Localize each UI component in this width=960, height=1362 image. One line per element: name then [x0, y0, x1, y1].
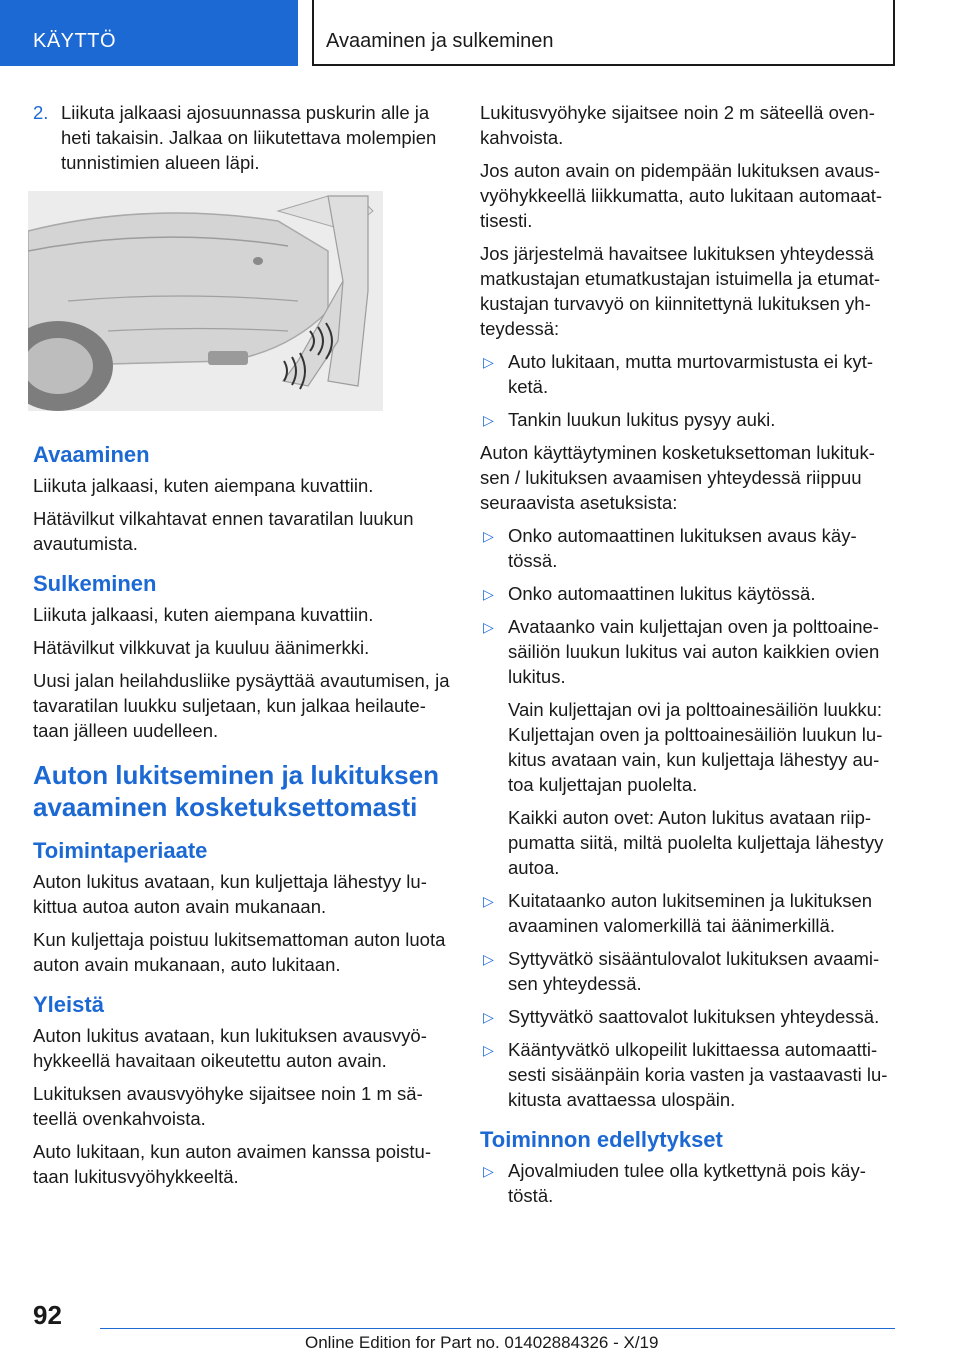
right-column	[480, 100, 900, 1216]
heading-sulkeminen: Sulkeminen	[33, 571, 157, 596]
list-item-text: Avataanko vain kuljettajan oven ja polttoaine-säiliön luukun lukitus vai auton kaikkien ovien lukitus.	[508, 616, 880, 687]
sub-paragraph: Kaikki auton ovet: Auton lukitus avataan riip-pumatta siitä, miltä puolelta kuljettaja lähestyy autoa.	[508, 807, 884, 878]
triangle-bullet-icon: ▷	[483, 1163, 494, 1179]
footer-divider	[100, 1328, 895, 1329]
triangle-bullet-icon: ▷	[483, 1042, 494, 1058]
list-item	[480, 946, 900, 996]
list-item	[480, 1037, 900, 1112]
section-label: KÄYTTÖ	[33, 30, 117, 52]
paragraph: Auton lukitus avataan, kun kuljettaja lähestyy lu-kittua autoa auton avain mukanaan.	[33, 871, 427, 917]
car-rear-drawing	[28, 191, 383, 411]
list-item-text: Ajovalmiuden tulee olla kytkettynä pois käy-töstä.	[508, 1160, 866, 1206]
list-item-text: Kuitataanko auton lukitseminen ja lukituksen avaaminen valomerkillä tai äänimerkillä.	[508, 890, 873, 936]
paragraph: Liikuta jalkaasi, kuten aiempana kuvattiin.	[33, 604, 374, 625]
paragraph: Lukitusvyöhyke sijaitsee noin 2 m säteellä oven-kahvoista.	[480, 102, 875, 148]
heading-edellytykset: Toiminnon edellytykset	[480, 1127, 723, 1152]
paragraph: Hätävilkut vilkahtavat ennen tavaratilan luukun avautumista.	[33, 508, 414, 554]
list-item-text: Auto lukitaan, mutta murtovarmistusta ei kyt-ketä.	[508, 351, 873, 397]
heading-toimintaperiaate: Toimintaperiaate	[33, 838, 208, 863]
list-item	[480, 888, 900, 938]
paragraph: Uusi jalan heilahdusliike pysäyttää avautumisen, ja tavaratilan luukku suljetaan, kun jalkaa heilaute-taan jälleen uudelleen.	[33, 670, 450, 741]
numbered-step	[33, 100, 453, 175]
kick-sensor-illustration	[28, 191, 383, 411]
list-item-text: Syttyvätkö sisääntulovalot lukituksen avaami-sen yhteydessä.	[508, 948, 880, 994]
step-text: Liikuta jalkaasi ajosuunnassa puskurin alle ja heti takaisin. Jalkaa on liikutettava molempien tunnistimien alueen läpi.	[61, 102, 437, 173]
left-column	[33, 100, 453, 1197]
paragraph: Liikuta jalkaasi, kuten aiempana kuvattiin.	[33, 475, 374, 496]
paragraph: Kun kuljettaja poistuu lukitsemattoman auton luota auton avain mukanaan, auto lukitaan.	[33, 929, 446, 975]
heading-avaaminen: Avaaminen	[33, 442, 150, 467]
list-item	[480, 523, 900, 573]
step-number: 2.	[33, 102, 49, 123]
paragraph: Lukituksen avausvyöhyke sijaitsee noin 1 m sä-teellä ovenkahvoista.	[33, 1083, 423, 1129]
sub-paragraph: Vain kuljettajan ovi ja polttoainesäiliön luukku: Kuljettajan oven ja polttoainesäiliön luukun lu-kitus avataan vain, kun kuljettaja lähestyy au-toa kuljettajan puolelta.	[508, 699, 883, 795]
triangle-bullet-icon: ▷	[483, 893, 494, 909]
paragraph: Auto lukitaan, kun auton avaimen kanssa poistu-taan lukitusvyöhykkeeltä.	[33, 1141, 431, 1187]
paragraph: Jos järjestelmä havaitsee lukituksen yhteydessä matkustajan etumatkustajan istuimella ja etumat-kustajan turvavyö on kiinnitettynä lukituksen yh-teydessä:	[480, 243, 880, 339]
main-heading: Auton lukitseminen ja lukituksen avaaminen kosketuksettomasti	[33, 760, 439, 822]
triangle-bullet-icon: ▷	[483, 951, 494, 967]
edition-footer: Online Edition for Part no. 01402884326 - X/19	[305, 1333, 659, 1352]
section-tab	[0, 0, 298, 66]
triangle-bullet-icon: ▷	[483, 528, 494, 544]
paragraph: Hätävilkut vilkkuvat ja kuuluu äänimerkki.	[33, 637, 370, 658]
list-item	[480, 1004, 900, 1029]
triangle-bullet-icon: ▷	[483, 586, 494, 602]
list-item-text: Onko automaattinen lukitus käytössä.	[508, 583, 816, 604]
list-item-text: Syttyvätkö saattovalot lukituksen yhteydessä.	[508, 1006, 880, 1027]
heading-yleista: Yleistä	[33, 992, 104, 1017]
list-item	[480, 407, 900, 432]
list-item-text: Kääntyvätkö ulkopeilit lukittaessa automaatti-sesti sisäänpäin koria vasten ja vastaavasti lu-kitusta avattaessa ulospäin.	[508, 1039, 888, 1110]
triangle-bullet-icon: ▷	[483, 619, 494, 635]
page-number: 92	[33, 1300, 62, 1330]
list-item-text: Tankin luukun lukitus pysyy auki.	[508, 409, 776, 430]
list-item	[480, 581, 900, 606]
triangle-bullet-icon: ▷	[483, 412, 494, 428]
list-item	[480, 349, 900, 399]
list-item-text: Onko automaattinen lukituksen avaus käy-tössä.	[508, 525, 857, 571]
list-item	[480, 1158, 900, 1208]
triangle-bullet-icon: ▷	[483, 1009, 494, 1025]
paragraph: Auton käyttäytyminen kosketuksettoman lukituk-sen / lukituksen avaamisen yhteydessä riippuu seuraavista asetuksista:	[480, 442, 875, 513]
triangle-bullet-icon: ▷	[483, 354, 494, 370]
paragraph: Auton lukitus avataan, kun lukituksen avausvyö-hykkeellä havaitaan oikeutettu auton avain.	[33, 1025, 427, 1071]
chapter-title-box	[312, 0, 895, 66]
list-item	[480, 614, 900, 689]
paragraph: Jos auton avain on pidempään lukituksen avaus-vyöhykkeellä liikkumatta, auto lukitaan automaat-tisesti.	[480, 160, 883, 231]
chapter-title: Avaaminen ja sulkeminen	[326, 30, 554, 52]
